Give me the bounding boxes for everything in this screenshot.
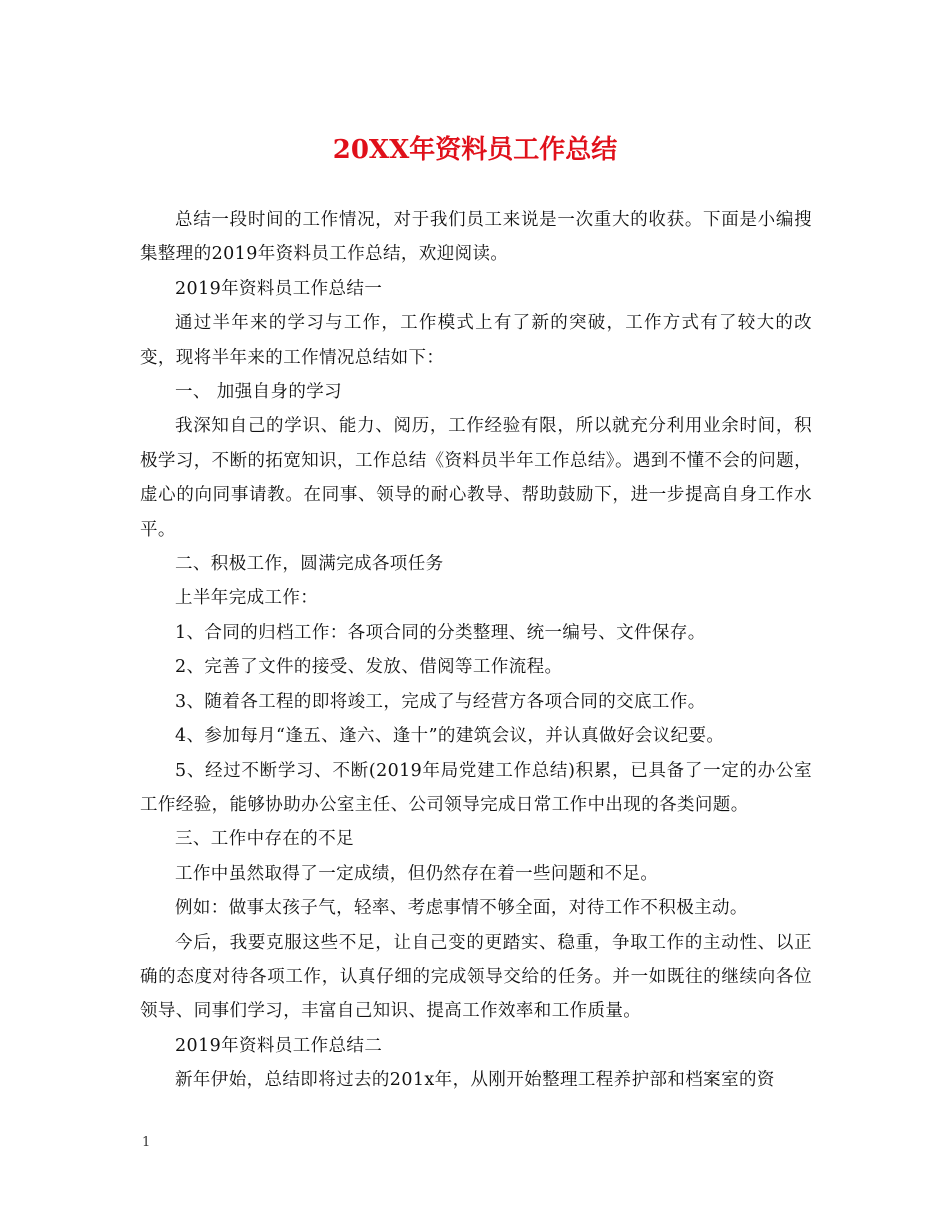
heading-strengthen-learning: 一、 加强自身的学习 — [175, 382, 343, 403]
heading-active-work: 二、积极工作，圆满完成各项任务 — [175, 554, 444, 575]
section-heading-summary-two: 2019年资料员工作总结二 — [175, 1035, 383, 1056]
paragraph-first-half-label: 上半年完成工作： — [175, 588, 319, 609]
heading-shortcomings: 三、工作中存在的不足 — [175, 829, 354, 850]
page-number: 1 — [142, 1135, 151, 1150]
paragraph-new-year: 新年伊始，总结即将过去的201x年，从刚开始整理工程养护部和档案室的资 — [175, 1070, 775, 1091]
paragraph-future: 今后，我要克服这些不足，让自己变的更踏实、稳重，争取工作的主动性、以正确的态度对待各项工作，认真仔细的完成领导交给的任务。并一如既往的继续向各位领导、同事们学习，丰富自己知识、提高工作效率和工作质量。 — [140, 932, 812, 1022]
list-item-3: 3、随着各工程的即将竣工，完成了与经营方各项合同的交底工作。 — [175, 691, 706, 712]
list-item-5: 5、经过不断学习、不断(2019年局党建工作总结)积累，已具备了一定的办公室工作经验，能够协助办公室主任、公司领导完成日常工作中出现的各类问题。 — [140, 760, 812, 815]
section-heading-summary-one: 2019年资料员工作总结一 — [175, 278, 383, 299]
list-item-4: 4、参加每月“逢五、逢六、逢十”的建筑会议，并认真做好会议纪要。 — [175, 726, 725, 747]
document-title: 20XX年资料员工作总结 — [332, 135, 618, 165]
list-item-2: 2、完善了文件的接受、发放、借阅等工作流程。 — [175, 657, 563, 678]
paragraph-intro: 总结一段时间的工作情况，对于我们员工来说是一次重大的收获。下面是小编搜集整理的2019年资料员工作总结，欢迎阅读。 — [140, 210, 812, 265]
list-item-1: 1、合同的归档工作：各项合同的分类整理、统一编号、文件保存。 — [175, 622, 706, 643]
paragraph-overview: 通过半年来的学习与工作，工作模式上有了新的突破，工作方式有了较大的改变，现将半年来的工作情况总结如下： — [140, 313, 812, 368]
paragraph-shortcomings: 工作中虽然取得了一定成绩，但仍然存在着一些问题和不足。 — [175, 863, 659, 884]
document-body — [140, 203, 812, 1098]
paragraph-learning: 我深知自己的学识、能力、阅历，工作经验有限，所以就充分利用业余时间，积极学习，不断的拓宽知识，工作总结《资料员半年工作总结》。遇到不懂不会的问题，虚心的向同事请教。在同事、领导的耐心教导、帮助鼓励下，进一步提高自身工作水平。 — [140, 416, 812, 540]
paragraph-example: 例如：做事太孩子气，轻率、考虑事情不够全面，对待工作不积极主动。 — [175, 898, 748, 919]
